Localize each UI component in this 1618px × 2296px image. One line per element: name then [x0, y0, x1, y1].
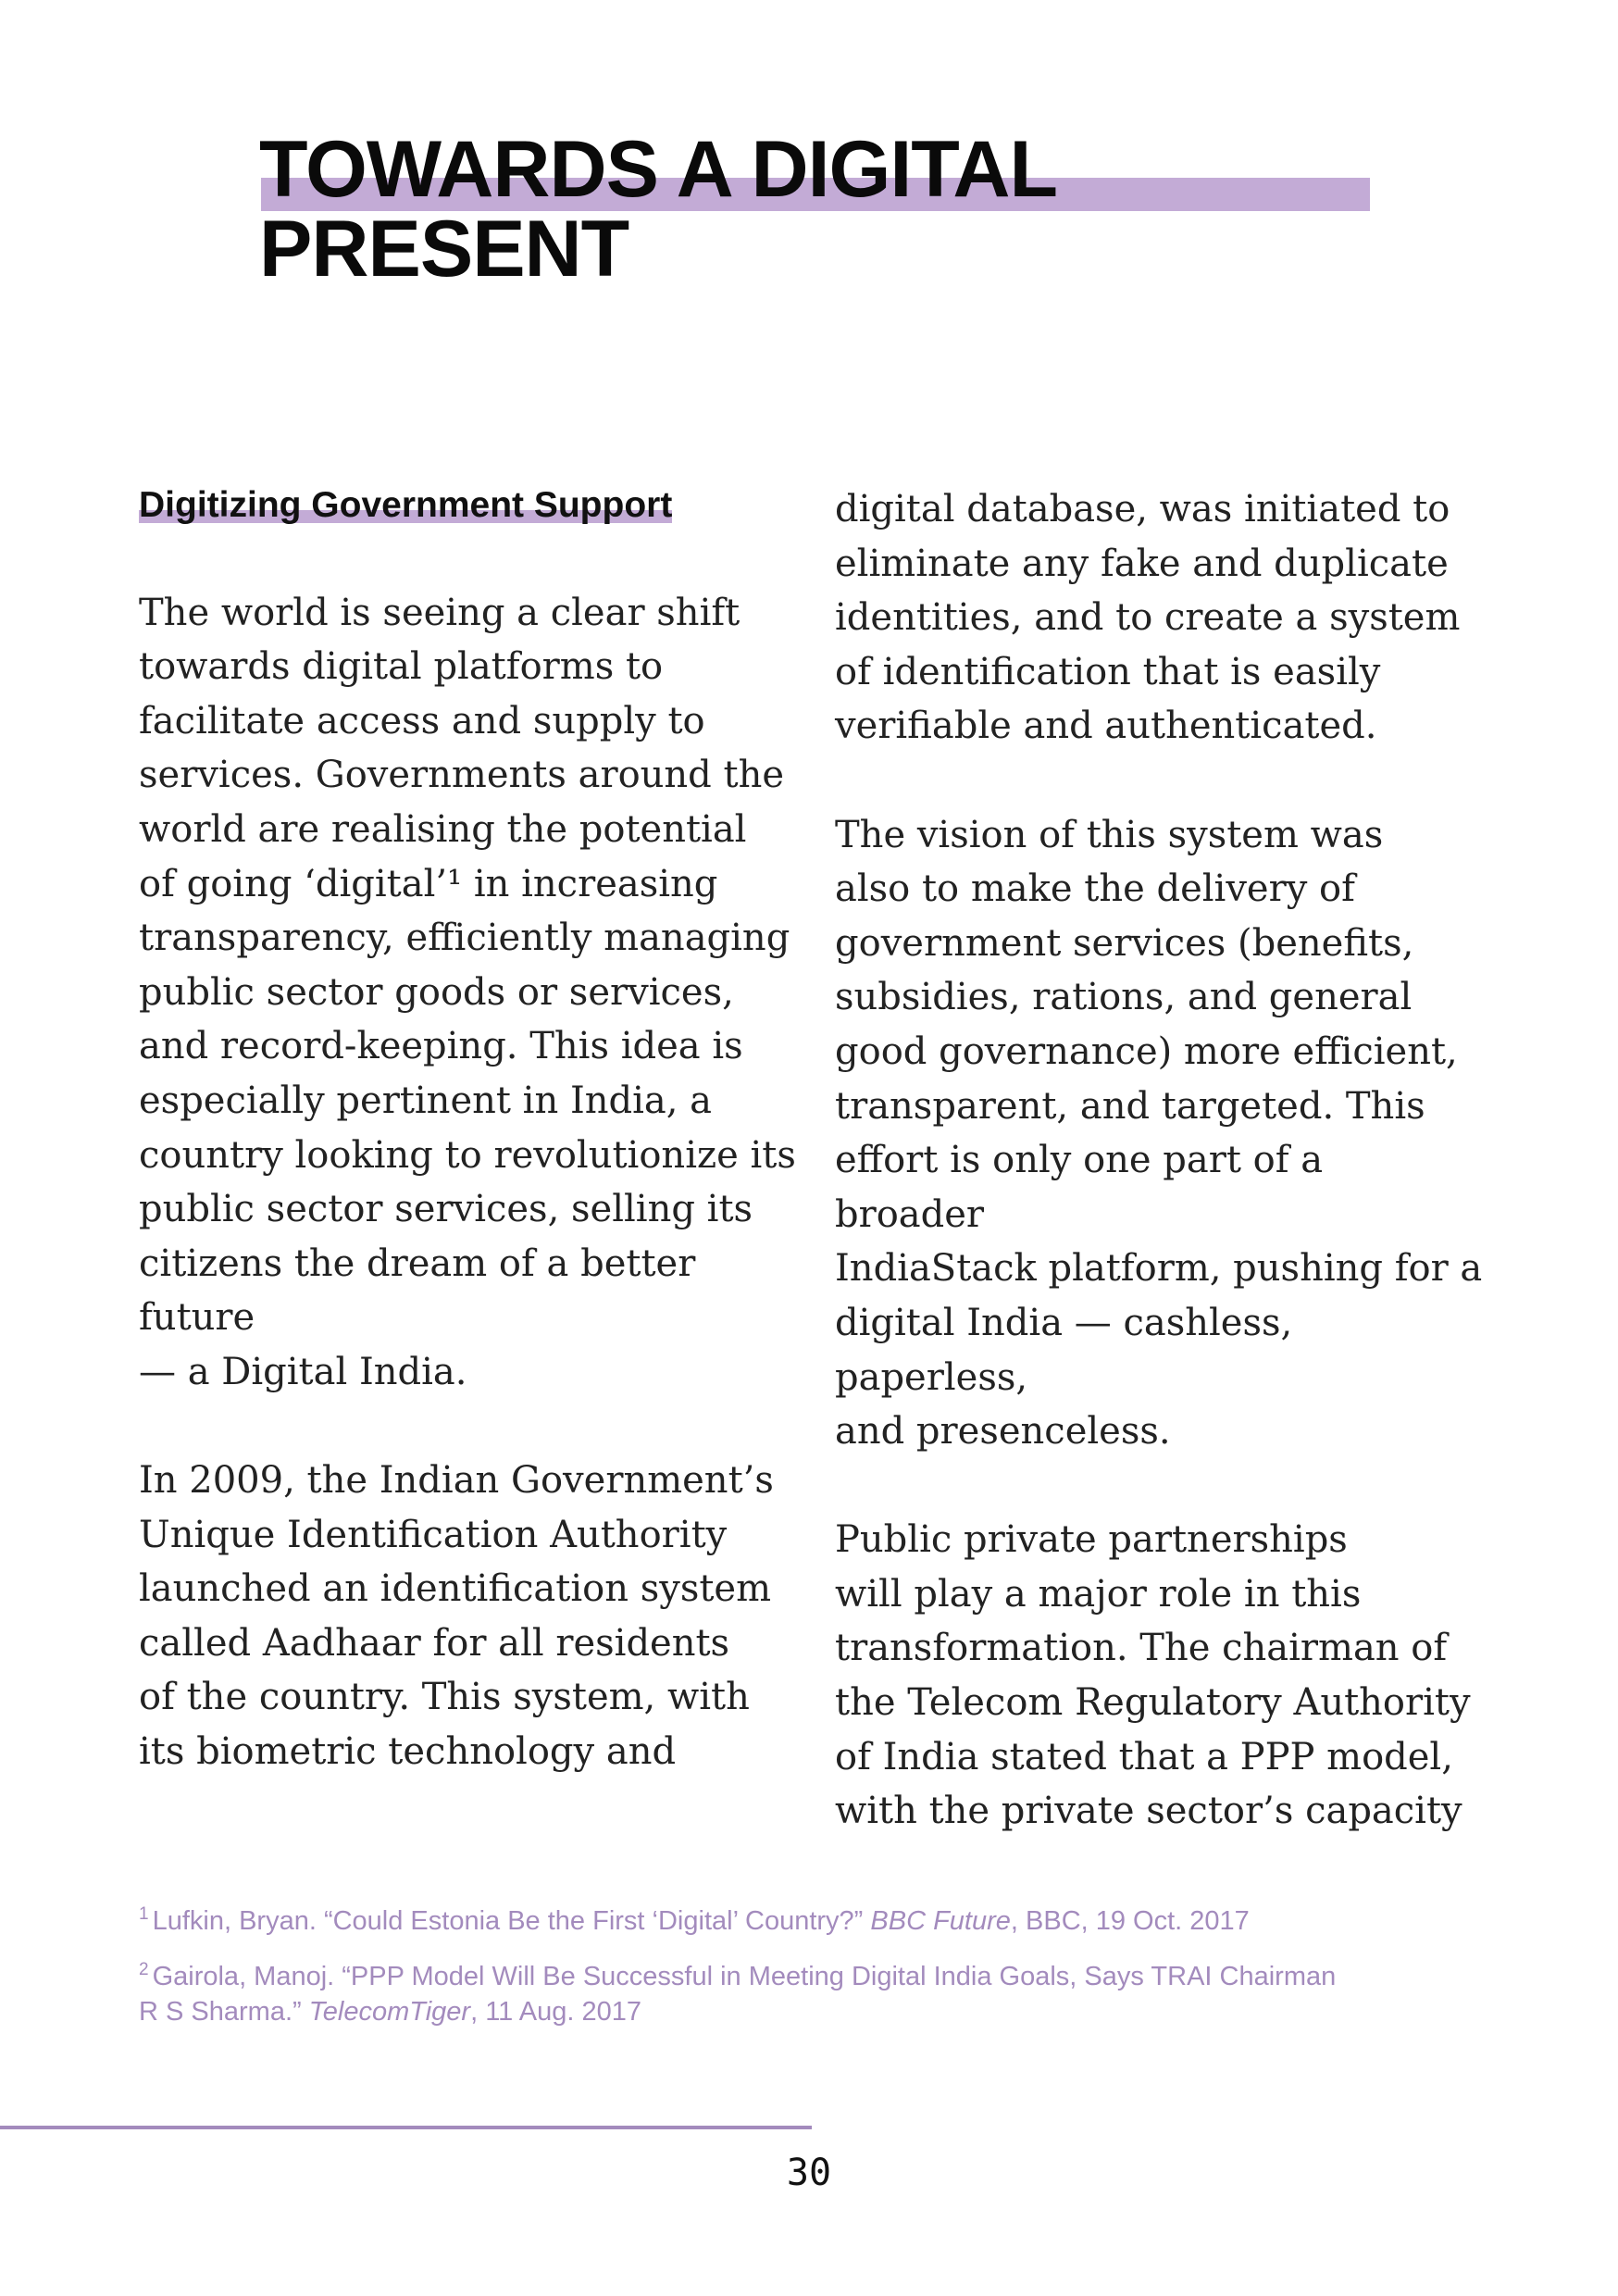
- section-heading-text: Digitizing Government Support: [139, 485, 673, 525]
- paragraph-gap: [139, 1400, 805, 1454]
- footnote-marker: 2: [139, 1960, 149, 1980]
- right-paragraph-1: digital database, was initiated to eliminate any fake and duplicate identities, and to create a system of identification that is easily verifiable and authenticated.: [835, 488, 1461, 748]
- left-column: [139, 478, 805, 1779]
- footnote-2: [139, 1959, 1342, 2029]
- footnote-source: TelecomTiger: [308, 1997, 471, 2027]
- left-paragraph-2: In 2009, the Indian Government’s Unique Identification Authority launched an identification system called Aadhaar for all residents of the country. This system, with its biometric technology and: [139, 1459, 774, 1774]
- footnotes: [139, 1903, 1342, 2050]
- right-column: [835, 482, 1483, 1839]
- footnote-text: Gairola, Manoj. “PPP Model Will Be Successful in Meeting Digital India Goals, Says TRAI Chairman R S Sharma.”: [139, 1962, 1337, 2027]
- footnote-text-end: , 11 Aug. 2017: [470, 1997, 641, 2027]
- footnote-1: [139, 1903, 1342, 1939]
- footnote-text: Lufkin, Bryan. “Could Estonia Be the First ‘Digital’ Country?”: [152, 1906, 871, 1936]
- section-heading: [139, 482, 672, 529]
- paragraph-gap: [835, 1459, 1483, 1514]
- page-title-block: [259, 125, 1370, 293]
- footnote-text-end: , BBC, 19 Oct. 2017: [1010, 1906, 1250, 1936]
- page-title-text: TOWARDS A DIGITAL PRESENT: [259, 125, 1056, 293]
- page-title: [259, 125, 1370, 293]
- footnote-marker: 1: [139, 1904, 149, 1925]
- right-paragraph-3: Public private partnerships will play a major role in this transformation. The chairman of the Telecom Regulatory Authority of India stated that a PPP model, with the private sector’s capacity: [835, 1518, 1471, 1833]
- page-number: 30: [786, 2152, 832, 2194]
- footer-divider: [0, 2126, 812, 2129]
- left-paragraph-1: The world is seeing a clear shift towards digital platforms to facilitate access and supply to services. Governments around the world are realising the potential of going ‘digital’¹ in increasing transparency, efficiently managing public sector goods or services, and record-keeping. This idea is especially pertinent in India, a country looking to revolutionize its public sector services, selling its citizens the dream of a better future — a Digital India.: [139, 591, 796, 1393]
- paragraph-gap: [835, 754, 1483, 808]
- footnote-source: BBC Future: [870, 1906, 1011, 1936]
- right-paragraph-2: The vision of this system was also to make the delivery of government services (benefits, subsidies, rations, and general good governance) more efficient, transparent, and targeted. This effort is only one part of a broader IndiaStack platform, pushing for a digital India — cashless, paperless, and presenceless.: [835, 813, 1483, 1454]
